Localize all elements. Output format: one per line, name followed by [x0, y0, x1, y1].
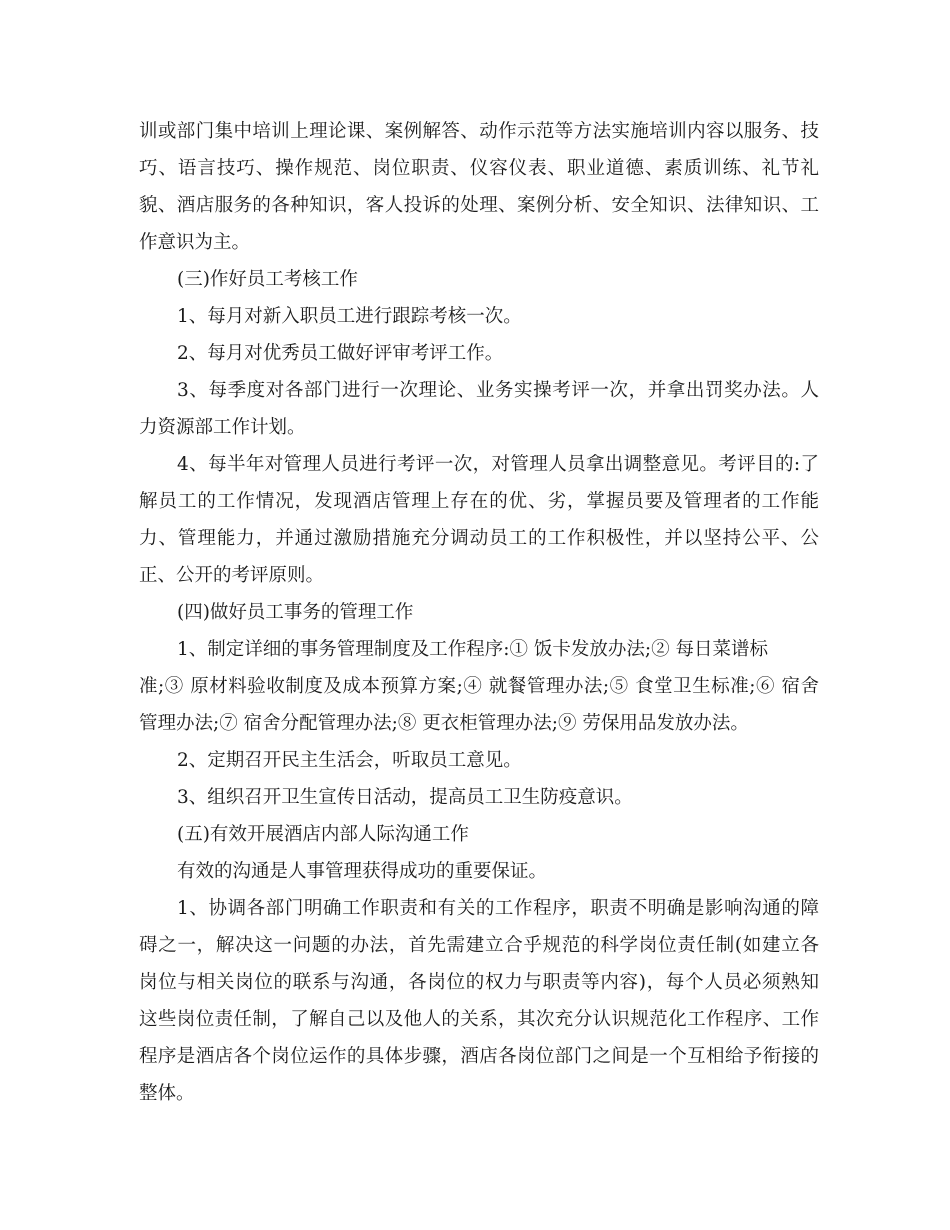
text-line: 1、每月对新入职员工进行跟踪考核一次。 — [177, 306, 522, 327]
text-line: 貌、酒店服务的各种知识，客人投诉的处理、案例分析、安全知识、法律知识、工 — [139, 195, 819, 216]
text-line: 力资源部工作计划。 — [139, 417, 306, 438]
text-line: 力、管理能力，并通过激励措施充分调动员工的工作积极性，并以坚持公平、公 — [139, 528, 819, 549]
text-line: 解员工的工作情况，发现酒店管理上存在的优、劣，掌握员要及管理者的工作能 — [139, 491, 819, 512]
text-line: 4、每半年对管理人员进行考评一次，对管理人员拿出调整意见。考评目的:了 — [177, 454, 819, 475]
text-line: 整体。 — [139, 1083, 195, 1104]
text-line: 有效的沟通是人事管理获得成功的重要保证。 — [177, 861, 548, 882]
text-line: 3、每季度对各部门进行一次理论、业务实操考评一次，并拿出罚奖办法。人 — [177, 380, 819, 401]
document-body — [139, 113, 819, 1112]
text-line: 这些岗位责任制，了解自己以及他人的关系，其次充分认识规范化工作程序、工作 — [139, 1009, 819, 1030]
text-line: 训或部门集中培训上理论课、案例解答、动作示范等方法实施培训内容以服务、技 — [139, 121, 819, 142]
text-line: 准;③ 原材料验收制度及成本预算方案;④ 就餐管理办法;⑤ 食堂卫生标准;⑥ 宿舍 — [139, 676, 819, 697]
text-line: 1、协调各部门明确工作职责和有关的工作程序，职责不明确是影响沟通的障 — [177, 898, 819, 919]
text-line: 正、公开的考评原则。 — [139, 565, 325, 586]
text-line: 管理办法;⑦ 宿舍分配管理办法;⑧ 更衣柜管理办法;⑨ 劳保用品发放办法。 — [139, 713, 749, 734]
text-line: 巧、语言技巧、操作规范、岗位职责、仪容仪表、职业道德、素质训练、礼节礼 — [139, 158, 819, 179]
text-line: 作意识为主。 — [139, 232, 251, 253]
text-line: (四)做好员工事务的管理工作 — [177, 602, 414, 623]
text-line: 2、定期召开民主生活会，听取员工意见。 — [177, 750, 522, 771]
text-line: 岗位与相关岗位的联系与沟通，各岗位的权力与职责等内容)，每个人员必须熟知 — [139, 972, 819, 993]
text-line: (五)有效开展酒店内部人际沟通工作 — [177, 824, 469, 845]
text-line: 2、每月对优秀员工做好评审考评工作。 — [177, 343, 504, 364]
text-line: 1、制定详细的事务管理制度及工作程序:① 饭卡发放办法;② 每日菜谱标 — [177, 639, 769, 660]
text-line: 3、组织召开卫生宣传日活动，提高员工卫生防疫意识。 — [177, 787, 633, 808]
text-line: 程序是酒店各个岗位运作的具体步骤，酒店各岗位部门之间是一个互相给予衔接的 — [139, 1046, 819, 1067]
text-line: 碍之一，解决这一问题的办法，首先需建立合乎规范的科学岗位责任制(如建立各 — [139, 935, 819, 956]
text-line: (三)作好员工考核工作 — [177, 269, 358, 290]
